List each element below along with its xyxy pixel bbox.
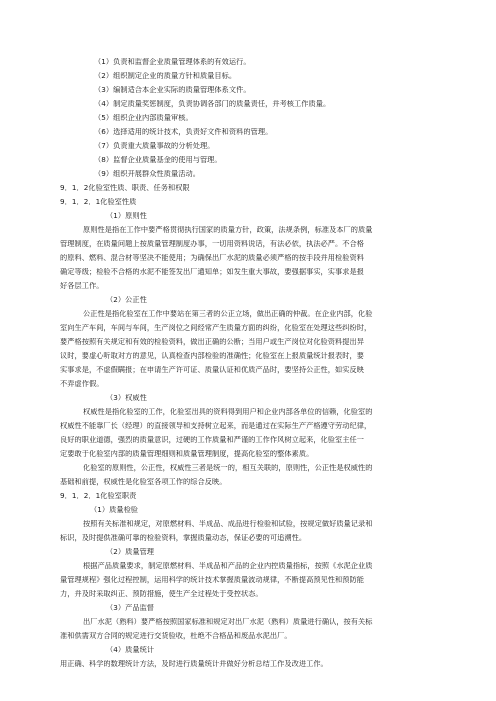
list-item: （4）制定质量奖惩制度，负责协调各部门的质量责任，并考核工作质量。 bbox=[94, 100, 331, 108]
paragraph-line: 权威性是指化验室的工作，化验室出具的资料得到用户和企业内部各单位的信赖，化验室的 bbox=[83, 408, 373, 416]
item-heading: （4）质量统计 bbox=[106, 646, 155, 654]
paragraph-line: 公正性是指化验室在工作中要站在第三者的公正立场，做出正确的仲裁。在企业内部，化验 bbox=[83, 310, 373, 318]
paragraph-authority bbox=[60, 408, 440, 458]
paragraph-line: 实事求是，不虚假瞒报；在申请生产许可证、质量认证和优质产品时，要坚持公正性，如实反映 bbox=[60, 366, 364, 374]
list-item: （3）编制适合本企业实际的质量管理体系文件。 bbox=[94, 86, 251, 94]
paragraph-line: 室向生产车间，车间与车间，生产岗位之间经常产生质量方面的纠纷，化验室在处理这些纠纷时， bbox=[60, 324, 372, 332]
paragraph-principle bbox=[60, 226, 440, 290]
list-item: （1）负责和监督企业质量管理体系的有效运行。 bbox=[94, 58, 251, 66]
paragraph-line: 原则性是指在工作中要严格贯彻执行国家的质量方针，政策，法规条例，标准及本厂的质量 bbox=[83, 226, 373, 234]
item-heading: （1）原则性 bbox=[106, 212, 147, 220]
item-heading: （2）公正性 bbox=[106, 296, 147, 304]
paragraph-line: 根据产品质量要求，制定原燃材料、半成品和产品的企业内控质量指标，按照《水泥企业质 bbox=[83, 562, 373, 570]
paragraph-line: 不弄虚作假。 bbox=[60, 380, 104, 388]
list-item: （6）选择适用的统计技术，负责好文件和资料的管理。 bbox=[94, 128, 273, 136]
paragraph-line: 按照有关标准和规定，对原燃材料、半成品、成品进行检验和试验，按规定做好质量记录和 bbox=[83, 520, 373, 528]
paragraph-supervision bbox=[60, 618, 440, 640]
item-heading: （1）质量检验 bbox=[90, 506, 139, 514]
paragraph-line: 标识，及时提供准确可靠的检验资料，掌握质量动态，保证必要的可追溯性。 bbox=[60, 534, 307, 542]
paragraph-line: 管理制度，在质量问题上按质量管理制度办事，一切用资料说话，有法必依，执法必严。不合格 bbox=[60, 240, 364, 248]
paragraph-fairness bbox=[60, 310, 440, 388]
section-heading: 9．1．2化验室性质、职责、任务和权限 bbox=[60, 184, 190, 192]
paragraph-line: 定要敢于化验室内部的质量管理细则和质量管理制度，提高化验室的整体素质。 bbox=[60, 450, 314, 458]
paragraph-line: 基础和前提，权威性是化验室各项工作的综合反映。 bbox=[60, 478, 227, 486]
paragraph-line: 量管理规程》强化过程控制，运用科学的统计技术掌握质量波动规律，不断提高预见性和预防能 bbox=[60, 576, 364, 584]
item-heading: （3）权威性 bbox=[106, 394, 147, 402]
paragraph-line: 好各层工作。 bbox=[60, 282, 104, 290]
document-body bbox=[60, 58, 440, 668]
paragraph-line: 力，并及时采取纠正、预防措施，使生产全过程处于受控状态。 bbox=[60, 590, 263, 598]
paragraph-line: 议时，要虚心听取对方的意见，认真检查内部检验的准确性；化验室在上报质量统计报表时，要 bbox=[60, 352, 364, 360]
paragraph-management bbox=[60, 562, 440, 598]
item-heading: （2）质量管理 bbox=[106, 548, 155, 556]
paragraph-line: 化验室的原则性，公正性，权威性三者是统一的，相互关联的，原则性，公正性是权威性的 bbox=[83, 464, 373, 472]
paragraph-inspection bbox=[60, 520, 440, 542]
list-item: （2）组织制定企业的质量方针和质量目标。 bbox=[94, 72, 237, 80]
list-item: （5）组织企业内部质量审核。 bbox=[94, 114, 193, 122]
paragraph-line: 的原料、燃料、混合材等坚决不能使用；为确保出厂水泥的质量必须严格的按手段并用检验资料 bbox=[60, 254, 364, 262]
list-item: （8）监督企业质量基金的使用与管理。 bbox=[94, 156, 222, 164]
paragraph-statistics bbox=[60, 660, 440, 668]
item-heading: （3）产品监督 bbox=[106, 604, 155, 612]
paragraph-line: 要严格按照有关规定和有效的检验资料，做出正确的公断；当用户或生产岗位对化验资料提出异 bbox=[60, 338, 364, 346]
responsibility-list bbox=[60, 58, 440, 178]
paragraph-line: 权威性不能靠厂长（经理）的直接领导和支持树立起来，而是通过在实际生产产格遵守劳动纪律， bbox=[60, 422, 372, 430]
list-item: （7）负责重大质量事故的分析处理。 bbox=[94, 142, 215, 150]
paragraph-line: 用正确、科学的数理统计方法，及时进行质量统计并做好分析总结工作及改进工作。 bbox=[60, 660, 328, 668]
paragraph-line: 良好的职业道德，强烈的质量意识，过硬的工作质量和严谨的工作作风树立起来，化验室主任一 bbox=[60, 436, 364, 444]
list-item: （9）组织开展群众性质量活动。 bbox=[94, 170, 200, 178]
paragraph-line: 出厂水泥（熟料）要严格按照国家标准和规定对出厂水泥（熟料）质量进行确认，按有关标 bbox=[83, 618, 373, 626]
subsection-heading: 9．1．2．1化验室性质 bbox=[60, 198, 137, 206]
subsection-heading: 9．1．2．1化验室职责 bbox=[60, 492, 137, 500]
paragraph-summary bbox=[60, 464, 440, 486]
paragraph-line: 确定等级；检验不合格的水泥不能签发出厂通知单；如发生重大事故，要强据事实，实事求是报 bbox=[60, 268, 364, 276]
paragraph-line: 准和供需双方合同的规定进行交货验收，杜绝不合格品和废品水泥出厂。 bbox=[60, 632, 292, 640]
